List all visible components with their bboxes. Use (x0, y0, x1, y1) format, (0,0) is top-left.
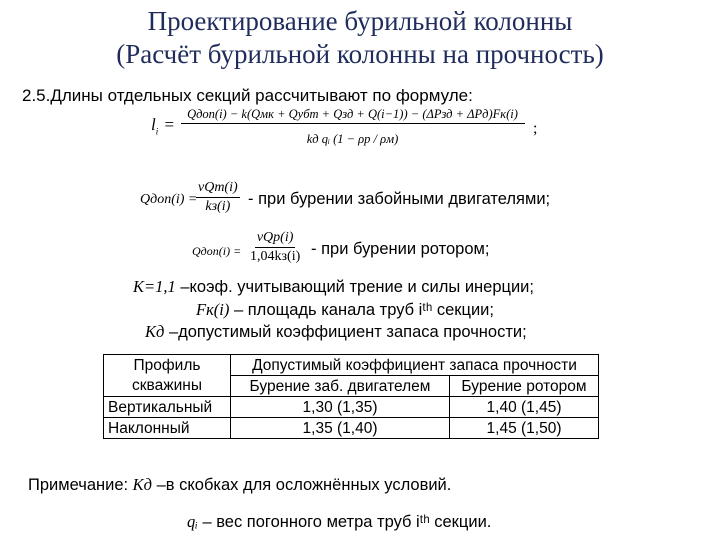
formula-rotor-numerator: νQр(i) (255, 230, 296, 248)
header-motor: Бурение заб. двигателем (231, 376, 450, 397)
formula-rotor-lhs: Qдоп(i) = (192, 244, 242, 258)
definition-k0: Kд –допустимый коэффициент запаса прочности; (145, 322, 527, 341)
cell-motor: 1,30 (1,35) (231, 397, 450, 418)
table-row (104, 397, 599, 418)
q-definition: qᵢ – вес погонного метра труб iᵗʰ секции. (187, 512, 492, 531)
symbol-k: K=1,1 (133, 277, 176, 296)
table-row (104, 418, 599, 439)
intro-text: 2.5.Длины отдельных секций рассчитывают по формуле: (22, 86, 473, 105)
header-profile: Профиль скважины (104, 355, 231, 397)
table-header-row (104, 355, 599, 376)
cell-profile: Вертикальный (104, 397, 231, 418)
symbol-q: qᵢ (187, 512, 198, 531)
slide-title-line1: Проектирование бурильной колонны (147, 6, 573, 36)
formula-motor-lhs: Qдоп(i) = (140, 192, 198, 207)
formula-lhs: $l_i$ = (151, 115, 175, 137)
symbol-fk: Fк(i) (196, 300, 230, 319)
symbol-k0: Kд (145, 322, 165, 341)
formula-motor-numerator: νQт(i) (196, 180, 240, 198)
formula-rotor-denominator: 1,04kз(i) (250, 249, 301, 264)
formula-main-denominator: kд qᵢ (1 − ρр / ρм) (306, 132, 399, 146)
symbol-kd: Kд (132, 475, 153, 494)
header-safety-factor: Допустимый коэффициент запаса прочности (231, 355, 599, 376)
cell-profile: Наклонный (104, 418, 231, 439)
definition-k: K=1,1 –коэф. учитывающий трение и силы инерции; (133, 277, 534, 296)
formula-main-numerator: Qдоп(i) − k(Qмк + Qубт + Qзд + Q(i−1)) − (ΔPзд + ΔPд)Fк(i) (181, 107, 525, 124)
formula-main-fraction (180, 107, 525, 147)
slide-title-line2: (Расчёт бурильной колонны на прочность) (116, 39, 604, 69)
formula-motor-denominator: kз(i) (205, 199, 231, 214)
formula-motor-fraction (196, 180, 240, 215)
cell-rotor: 1,40 (1,45) (450, 397, 599, 418)
safety-factor-table (103, 354, 599, 439)
formula-main-end: ; (533, 120, 538, 137)
note-text: Примечание: Kд –в скобках для осложнённых условий. (28, 475, 452, 494)
cell-motor: 1,35 (1,40) (231, 418, 450, 439)
formula-motor-desc: - при бурении забойными двигателями; (248, 190, 551, 208)
formula-rotor-fraction (250, 230, 300, 265)
cell-rotor: 1,45 (1,50) (450, 418, 599, 439)
definition-fk: Fк(i) – площадь канала труб iᵗʰ секции; (196, 300, 494, 319)
header-rotor: Бурение ротором (450, 376, 599, 397)
formula-rotor-desc: - при бурении ротором; (311, 240, 490, 258)
